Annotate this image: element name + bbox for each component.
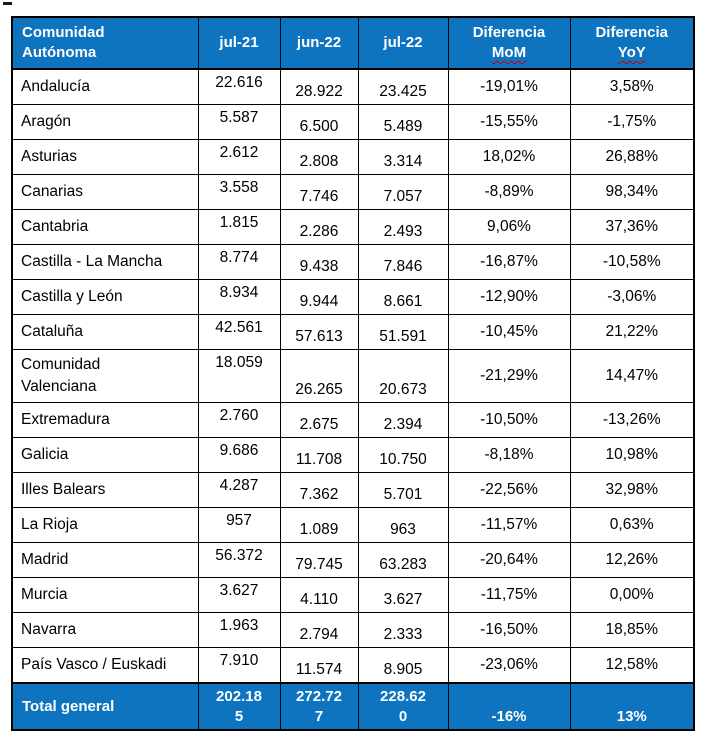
cell-diff-yoy: 18,85% <box>570 613 694 648</box>
table-row <box>12 350 694 403</box>
cell-jul22: 23.425 <box>358 69 448 105</box>
cell-jun22: 7.746 <box>280 175 358 210</box>
cell-diff-yoy: -1,75% <box>570 105 694 140</box>
cell-jul21: 7.910 <box>198 648 280 684</box>
col-header-region-line1: Comunidad <box>22 23 105 41</box>
table-row <box>12 245 694 280</box>
cell-diff-yoy: 0,00% <box>570 578 694 613</box>
cell-region: Extremadura <box>12 403 198 438</box>
cell-region <box>12 350 198 403</box>
cell-jul21: 42.561 <box>198 315 280 350</box>
total-jun22 <box>280 683 358 730</box>
cell-diff-yoy: 0,63% <box>570 508 694 543</box>
cell-jul22: 2.333 <box>358 613 448 648</box>
cell-jul21: 4.287 <box>198 473 280 508</box>
cell-diff-yoy: 14,47% <box>570 350 694 403</box>
cell-diff-mom: -10,45% <box>448 315 570 350</box>
cell-region: Cantabria <box>12 210 198 245</box>
table-row <box>12 69 694 105</box>
cell-jul21: 8.774 <box>198 245 280 280</box>
cell-jun22: 2.675 <box>280 403 358 438</box>
cell-diff-yoy: 26,88% <box>570 140 694 175</box>
table-row <box>12 280 694 315</box>
col-header-jul21: jul-21 <box>198 17 280 69</box>
cell-diff-yoy: 21,22% <box>570 315 694 350</box>
col-header-diff-yoy-line2: YoY <box>617 44 646 61</box>
cell-diff-mom: -19,01% <box>448 69 570 105</box>
cell-jun22: 79.745 <box>280 543 358 578</box>
cell-jul21: 3.627 <box>198 578 280 613</box>
table-header <box>12 17 694 69</box>
total-label: Total general <box>12 683 198 730</box>
cell-jun22: 9.438 <box>280 245 358 280</box>
cell-diff-mom: -8,89% <box>448 175 570 210</box>
table-row <box>12 613 694 648</box>
table-row <box>12 105 694 140</box>
cell-jul21: 2.612 <box>198 140 280 175</box>
total-jul21-value: 202.185 <box>216 688 262 725</box>
cell-region: Castilla - La Mancha <box>12 245 198 280</box>
cell-jul22: 3.314 <box>358 140 448 175</box>
cell-diff-mom: -16,87% <box>448 245 570 280</box>
cell-jul22: 2.493 <box>358 210 448 245</box>
cell-diff-yoy: 12,26% <box>570 543 694 578</box>
col-header-diff-mom-line2: MoM <box>491 44 527 61</box>
cell-diff-mom: 9,06% <box>448 210 570 245</box>
cell-diff-mom: -10,50% <box>448 403 570 438</box>
cell-diff-mom: -23,06% <box>448 648 570 684</box>
total-jun22-value: 272.727 <box>296 688 342 725</box>
total-row <box>12 683 694 730</box>
stray-mark <box>3 2 12 5</box>
cell-jul21: 8.934 <box>198 280 280 315</box>
cell-region: Asturias <box>12 140 198 175</box>
col-header-region <box>12 17 198 69</box>
col-header-jul22: jul-22 <box>358 17 448 69</box>
cell-jul22: 8.661 <box>358 280 448 315</box>
cell-jul22: 5.701 <box>358 473 448 508</box>
cell-region: Navarra <box>12 613 198 648</box>
cell-jun22: 6.500 <box>280 105 358 140</box>
cell-jul22: 63.283 <box>358 543 448 578</box>
cell-jul22: 8.905 <box>358 648 448 684</box>
cell-jun22: 2.794 <box>280 613 358 648</box>
cell-jun22: 2.286 <box>280 210 358 245</box>
cell-jul22: 7.846 <box>358 245 448 280</box>
cell-diff-yoy: 12,58% <box>570 648 694 684</box>
cell-region: La Rioja <box>12 508 198 543</box>
cell-jun22: 2.808 <box>280 140 358 175</box>
cell-jun22: 7.362 <box>280 473 358 508</box>
cell-region: Canarias <box>12 175 198 210</box>
col-header-diff-yoy <box>570 17 694 69</box>
cell-jul21: 1.815 <box>198 210 280 245</box>
table-body <box>12 69 694 683</box>
cell-jul21: 18.059 <box>198 350 280 403</box>
table-footer <box>12 683 694 730</box>
cell-diff-yoy: 3,58% <box>570 69 694 105</box>
cell-jul21: 22.616 <box>198 69 280 105</box>
cell-region: País Vasco / Euskadi <box>12 648 198 684</box>
cell-diff-yoy: -3,06% <box>570 280 694 315</box>
table-row <box>12 473 694 508</box>
cell-jun22: 26.265 <box>280 350 358 403</box>
cell-jul22: 963 <box>358 508 448 543</box>
cell-jul22: 2.394 <box>358 403 448 438</box>
col-header-diff-mom <box>448 17 570 69</box>
total-jul22 <box>358 683 448 730</box>
cell-region-text: Comunidad Valenciana <box>21 356 101 395</box>
col-header-jun22: jun-22 <box>280 17 358 69</box>
table-row <box>12 315 694 350</box>
cell-jul22: 7.057 <box>358 175 448 210</box>
cell-region: Murcia <box>12 578 198 613</box>
cell-jun22: 4.110 <box>280 578 358 613</box>
table-row <box>12 403 694 438</box>
cell-diff-yoy: -10,58% <box>570 245 694 280</box>
cell-diff-mom: -20,64% <box>448 543 570 578</box>
table-row <box>12 210 694 245</box>
cell-diff-mom: -8,18% <box>448 438 570 473</box>
table-row <box>12 438 694 473</box>
cell-region: Cataluña <box>12 315 198 350</box>
col-header-diff-yoy-line1: Diferencia <box>595 23 669 41</box>
cell-region: Madrid <box>12 543 198 578</box>
cell-region: Aragón <box>12 105 198 140</box>
table-row <box>12 140 694 175</box>
cell-diff-yoy: 37,36% <box>570 210 694 245</box>
cell-diff-yoy: 10,98% <box>570 438 694 473</box>
table-row <box>12 648 694 684</box>
cell-jun22: 11.708 <box>280 438 358 473</box>
cell-diff-yoy: 32,98% <box>570 473 694 508</box>
cell-diff-mom: -11,75% <box>448 578 570 613</box>
cell-jul21: 1.963 <box>198 613 280 648</box>
cell-jul21: 5.587 <box>198 105 280 140</box>
total-diff-mom: -16% <box>448 683 570 730</box>
total-jul21 <box>198 683 280 730</box>
cell-jul21: 957 <box>198 508 280 543</box>
col-header-diff-mom-line1: Diferencia <box>472 23 546 41</box>
cell-diff-mom: -15,55% <box>448 105 570 140</box>
total-jul22-value: 228.620 <box>380 688 426 725</box>
cell-jun22: 11.574 <box>280 648 358 684</box>
cell-jun22: 9.944 <box>280 280 358 315</box>
total-diff-yoy: 13% <box>570 683 694 730</box>
cell-region: Castilla y León <box>12 280 198 315</box>
table-row <box>12 543 694 578</box>
cell-jun22: 1.089 <box>280 508 358 543</box>
cell-jul22: 5.489 <box>358 105 448 140</box>
cell-diff-mom: -16,50% <box>448 613 570 648</box>
header-row <box>12 17 694 69</box>
cell-diff-mom: 18,02% <box>448 140 570 175</box>
table-row <box>12 175 694 210</box>
cell-diff-yoy: -13,26% <box>570 403 694 438</box>
table-row <box>12 578 694 613</box>
cell-jul21: 2.760 <box>198 403 280 438</box>
cell-jul22: 3.627 <box>358 578 448 613</box>
cell-diff-mom: -11,57% <box>448 508 570 543</box>
cell-jul22: 20.673 <box>358 350 448 403</box>
cell-diff-mom: -22,56% <box>448 473 570 508</box>
cell-jul21: 9.686 <box>198 438 280 473</box>
cell-jul21: 3.558 <box>198 175 280 210</box>
cell-jul22: 10.750 <box>358 438 448 473</box>
cell-jun22: 57.613 <box>280 315 358 350</box>
cell-region: Illes Balears <box>12 473 198 508</box>
col-header-region-line2: Autónoma <box>22 44 97 61</box>
cell-jul22: 51.591 <box>358 315 448 350</box>
table-row <box>12 508 694 543</box>
cell-region: Andalucía <box>12 69 198 105</box>
cell-diff-mom: -21,29% <box>448 350 570 403</box>
cell-jul21: 56.372 <box>198 543 280 578</box>
cell-diff-mom: -12,90% <box>448 280 570 315</box>
regions-data-table <box>11 16 695 731</box>
cell-jun22: 28.922 <box>280 69 358 105</box>
cell-region: Galicia <box>12 438 198 473</box>
cell-diff-yoy: 98,34% <box>570 175 694 210</box>
